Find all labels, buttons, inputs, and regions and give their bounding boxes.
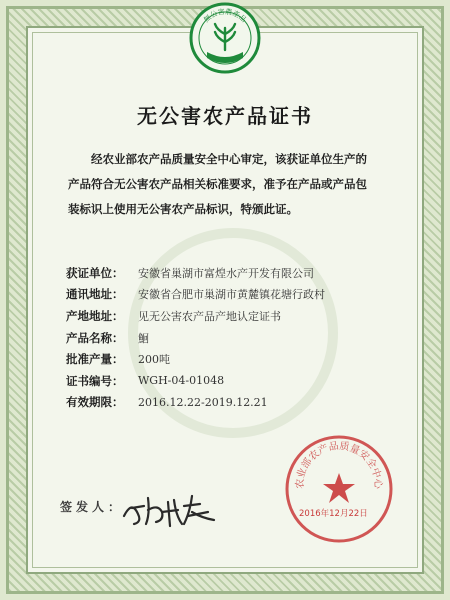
field-validity-period — [66, 392, 396, 414]
field-product-name — [66, 327, 396, 349]
seal-star-icon — [323, 473, 355, 503]
handwritten-signature — [118, 486, 226, 530]
field-certified-unit — [66, 262, 396, 284]
field-label: 有效期限： — [66, 395, 124, 410]
field-value: 鮰 — [138, 331, 149, 345]
certification-statement — [68, 147, 403, 222]
issuer-label: 签发人： — [60, 500, 125, 514]
field-label: 产地地址： — [66, 308, 124, 323]
field-label: 通讯地址： — [66, 287, 124, 302]
field-value: 见无公害农产品产地认定证书 — [138, 309, 281, 323]
field-value: 安徽省合肥市巢湖市黄麓镇花塘行政村 — [138, 288, 325, 302]
field-label: 获证单位： — [66, 265, 124, 280]
field-label: 批准产量： — [66, 352, 124, 367]
field-value: 2016.12.22-2019.12.21 — [138, 395, 268, 409]
field-value: 安徽省巢湖市富煌水产开发有限公司 — [138, 266, 314, 280]
seal-date: 2016年12月22日 — [299, 509, 368, 519]
field-label: 产品名称： — [66, 330, 124, 345]
statement-line: 产品符合无公害农产品相关标准要求，准予在产品或产品包 — [68, 177, 367, 191]
logo-text: 無公害農產品 — [202, 7, 248, 24]
certificate-fields — [66, 262, 396, 413]
statement-line: 经农业部农产品质量安全中心审定，该获证单位生产的 — [91, 152, 367, 166]
field-production-address — [66, 305, 396, 327]
field-mailing-address — [66, 284, 396, 306]
pollution-free-produce-logo-icon — [187, 0, 263, 76]
statement-line: 装标识上使用无公害农产品标识，特颁此证。 — [68, 202, 298, 216]
certificate-title: 无公害农产品证书 — [137, 104, 313, 128]
field-approved-output — [66, 348, 396, 370]
official-seal — [283, 433, 395, 545]
seal-text: 农业部农产品质量安全中心 — [294, 440, 384, 489]
field-value: 200吨 — [138, 353, 170, 367]
field-value: WGH-04-01048 — [138, 374, 225, 388]
field-certificate-number — [66, 370, 396, 392]
field-label: 证书编号： — [66, 373, 124, 388]
